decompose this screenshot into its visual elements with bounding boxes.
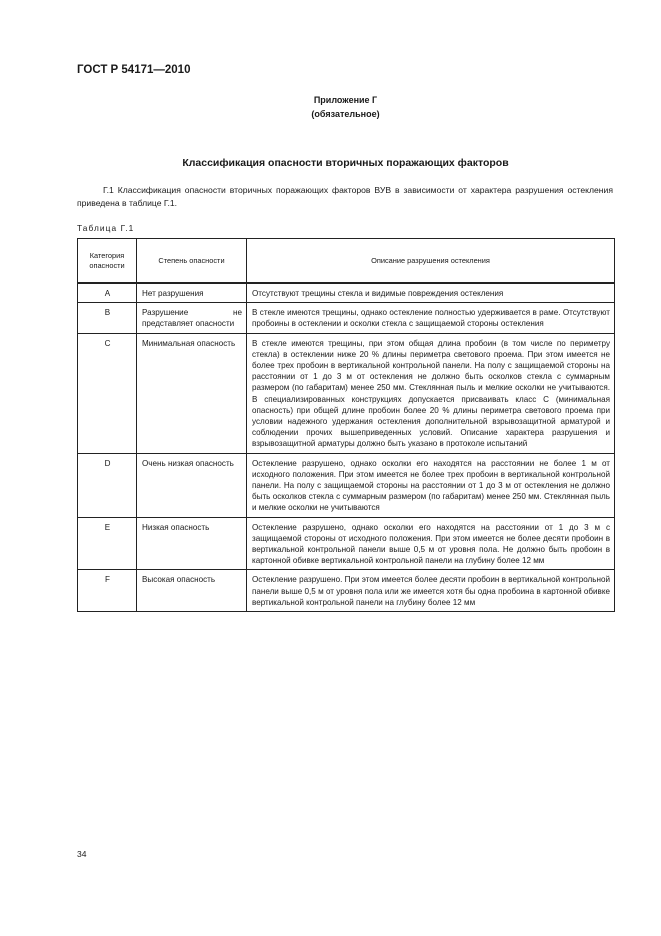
row-description: Остекление разрушено, однако осколки его находятся на расстоянии не более 1 м от исходного положения. При этом имеется не более трех пробоин в вертикальной контрольной панели. На полу с защищаемой стороны на расстоянии от 1 до 3 м от остекления не должно быть осколков стекла с суммарным размером (по габаритам) менее 250 мм. Стеклянная пыль и мелкие осколки не учитываются	[247, 453, 615, 517]
annex-status: (обязательное)	[311, 109, 380, 119]
row-category: B	[78, 303, 137, 333]
row-level: Минимальная опасность	[137, 333, 247, 453]
table-row	[78, 453, 615, 517]
row-description: В стекле имеются трещины, при этом общая длина пробоин (в том числе по периметру стекла) в остеклении ниже 20 % длины периметра светового проема. При этом имеется не более трех пробоин в вертикальной контрольной панели. На полу с защищаемой стороны на расстоянии от 1 до 3 м от остекления не должно быть осколков стекла с суммарным размером (по габаритам) менее 250 мм. Стеклянная пыль и мелкие осколки не учитываются. В специализированных конструкциях допускается присваивать класс С (минимальная опасность) при общей длине пробоин более 20 % длины периметра светового проема при условии надежного удержания остекления дополнительной взрывозащитной арматурой и соблюдении прочих вышеприведенных условий. Описание характера разрушения и взрывозащитной арматуры должно быть указано в протоколе испытаний	[247, 333, 615, 453]
section-title: Классификация опасности вторичных поражающих факторов	[182, 157, 509, 169]
row-level: Нет разрушения	[137, 283, 247, 303]
row-category: F	[78, 570, 137, 612]
row-level: Очень низкая опасность	[137, 453, 247, 517]
row-description: Остекление разрушено. При этом имеется более десяти пробоин в вертикальной контрольной панели выше 0,5 м от уровня пола или же имеется хотя бы одна пробоина в картонной обивке вертикальной контрольной панели на глубину более 12 мм	[247, 570, 615, 612]
row-category: E	[78, 517, 137, 570]
table-row	[78, 303, 615, 333]
document-header: ГОСТ Р 54171—2010	[77, 64, 191, 76]
table-row	[78, 570, 615, 612]
intro-paragraph: Г.1 Классификация опасности вторичных поражающих факторов ВУВ в зависимости от характера разрушения остекления приведена в таблице Г.1.	[77, 185, 613, 208]
classification-table	[77, 238, 615, 612]
row-category: D	[78, 453, 137, 517]
header-description: Описание разрушения остекления	[247, 239, 615, 284]
row-level: Низкая опасность	[137, 517, 247, 570]
page-number: 34	[77, 849, 87, 859]
annex-title: Приложение Г	[313, 95, 378, 105]
row-description: Остекление разрушено, однако осколки его находятся на расстоянии от 1 до 3 м с защищаемой стороны от исходного положения. При этом имеется не более десяти пробоин в вертикальной контрольной панели выше 0,5 м от уровня пола. Не должно быть пробоин в картонной обивке вертикальной контрольной панели на глубину более 12 мм	[247, 517, 615, 570]
row-category: C	[78, 333, 137, 453]
table-header-row	[78, 239, 615, 284]
row-level: Высокая опасность	[137, 570, 247, 612]
table-label: Таблица Г.1	[77, 223, 135, 233]
row-description: В стекле имеются трещины, однако остекление полностью удерживается в раме. Отсутствуют пробоины в остеклении и осколки стекла с защищаемой стороны остекления	[247, 303, 615, 333]
row-description: Отсутствуют трещины стекла и видимые повреждения остекления	[247, 283, 615, 303]
table-row	[78, 333, 615, 453]
table-row	[78, 283, 615, 303]
header-level: Степень опасности	[137, 239, 247, 284]
row-level: Разрушение не представляет опасности	[137, 303, 247, 333]
row-category: A	[78, 283, 137, 303]
table-row	[78, 517, 615, 570]
header-category: Категория опасности	[78, 239, 137, 284]
